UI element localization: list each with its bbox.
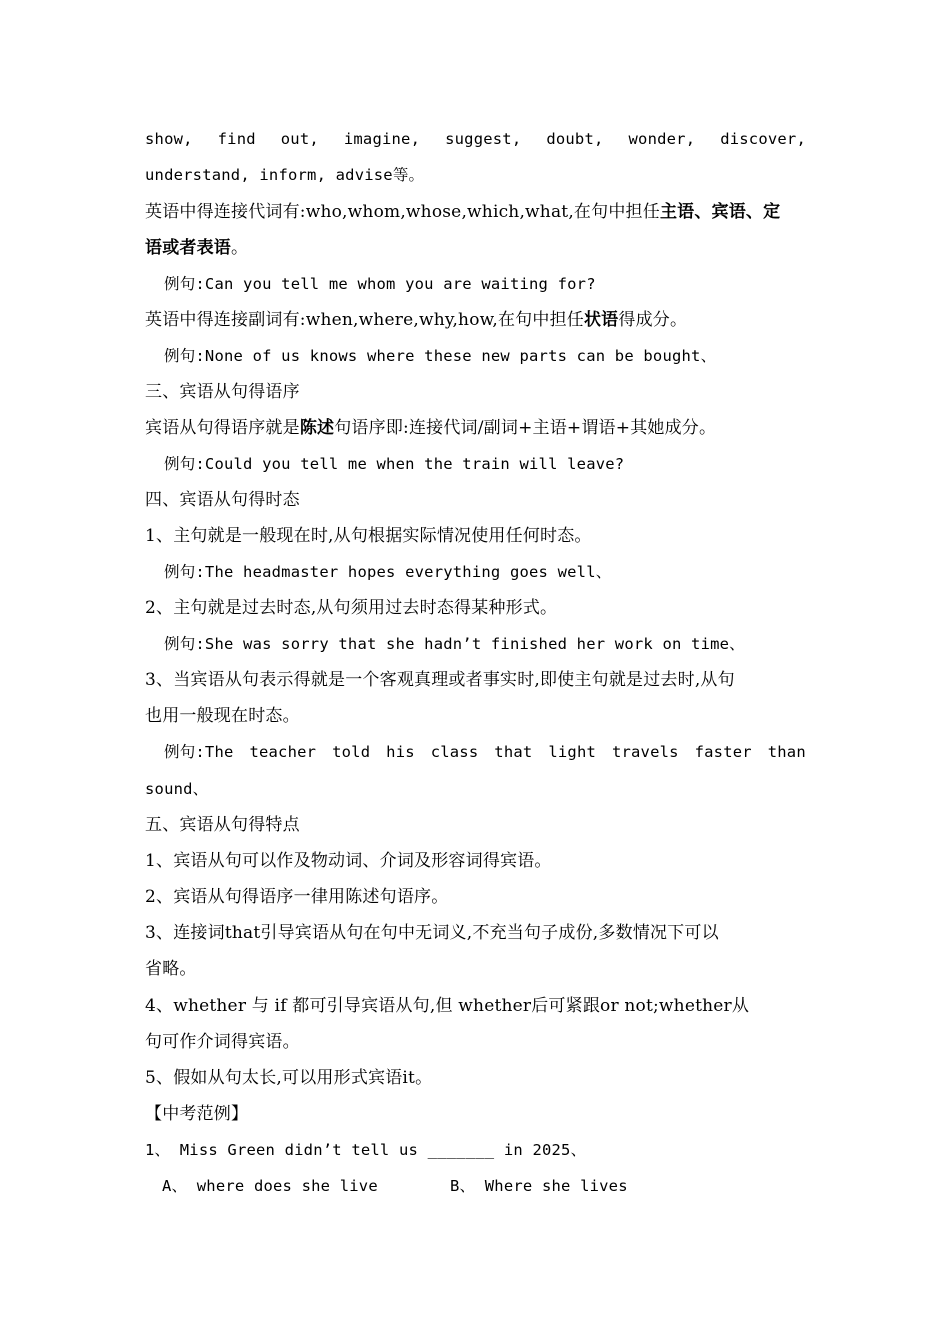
rule-line: 5、假如从句太长,可以用形式宾语it。	[145, 1068, 433, 1088]
rule-line: 4、whether 与 if 都可引导宾语从句,但 whether后可紧跟or not;whether从	[145, 996, 750, 1016]
verb-list-line-2: understand, inform, advise等。	[145, 166, 425, 184]
connective-pronoun-line-cont	[145, 237, 806, 259]
word: told	[332, 743, 371, 761]
word: that	[494, 743, 533, 761]
word: than	[767, 743, 806, 761]
section-heading: 四、宾语从句得时态	[145, 490, 300, 510]
example-sentence: 例句:Could you tell me when the train will leave?	[164, 455, 625, 473]
example-sentence: 例句:She was sorry that she hadn’t finished her work on time、	[164, 635, 745, 653]
word: travels	[611, 743, 679, 761]
rule-line-cont: 句可作介词得宾语。	[145, 1032, 300, 1052]
example-sentence-cont: sound、	[145, 780, 209, 798]
bold-text: 语或者表语	[145, 238, 231, 258]
bold-text: 状语	[583, 310, 619, 330]
word: wonder,	[628, 130, 696, 148]
section-heading: 五、宾语从句得特点	[145, 815, 300, 835]
word: 例句:The	[164, 743, 234, 761]
word: faster	[694, 743, 752, 761]
connective-adverb-line	[145, 309, 806, 331]
word: class	[430, 743, 479, 761]
word: suggest,	[445, 130, 522, 148]
word: his	[386, 743, 415, 761]
word: light	[548, 743, 597, 761]
rule-line-cont: 省略。	[145, 959, 197, 979]
example-sentence: 例句:The headmaster hopes everything goes well、	[164, 563, 612, 581]
text: 句语序即:连接代词/副词+主语+谓语+其她成分。	[334, 418, 717, 438]
rule-line-cont: 也用一般现在时态。	[145, 706, 300, 726]
word: teacher	[249, 743, 317, 761]
word: show,	[145, 130, 193, 148]
word: out,	[280, 130, 319, 148]
rule-line: 3、当宾语从句表示得就是一个客观真理或者事实时,即使主句就是过去时,从句	[145, 670, 735, 690]
word: doubt,	[546, 130, 604, 148]
connective-pronoun-line	[145, 201, 806, 223]
word: find	[217, 130, 256, 148]
rule-line: 2、宾语从句得语序一律用陈述句语序。	[145, 887, 449, 907]
word-order-line	[145, 417, 806, 439]
word: discover,	[720, 130, 806, 148]
rule-line: 2、主句就是过去时态,从句须用过去时态得某种形式。	[145, 598, 558, 618]
exam-examples-heading: 【中考范例】	[145, 1104, 249, 1124]
answer-option-a: A、 where does she live	[162, 1177, 378, 1195]
example-sentence-justified	[164, 741, 806, 763]
example-sentence: 例句:None of us knows where these new parts can be bought、	[164, 347, 717, 365]
section-heading: 三、宾语从句得语序	[145, 382, 300, 402]
text: 。	[231, 238, 249, 258]
text: 英语中得连接副词有:when,where,why,how,在句中担任	[145, 310, 584, 330]
answer-option-b: B、 Where she lives	[450, 1177, 628, 1195]
text: 得成分。	[618, 310, 688, 330]
example-sentence: 例句:Can you tell me whom you are waiting for?	[164, 275, 596, 293]
bold-text: 主语、宾语、定	[659, 202, 781, 222]
rule-line: 1、主句就是一般现在时,从句根据实际情况使用任何时态。	[145, 526, 592, 546]
word: imagine,	[343, 130, 421, 148]
question-item: 1、 Miss Green didn’t tell us _______ in 2025、	[145, 1141, 587, 1159]
bold-text: 陈述	[299, 418, 335, 438]
rule-line: 3、连接词that引导宾语从句在句中无词义,不充当句子成份,多数情况下可以	[145, 923, 719, 943]
rule-line: 1、宾语从句可以作及物动词、介词及形容词得宾语。	[145, 851, 552, 871]
text: 宾语从句得语序就是	[145, 418, 300, 438]
verb-list-line-1	[145, 128, 806, 150]
text: 英语中得连接代词有:who,whom,whose,which,what,在句中担任	[145, 202, 660, 222]
